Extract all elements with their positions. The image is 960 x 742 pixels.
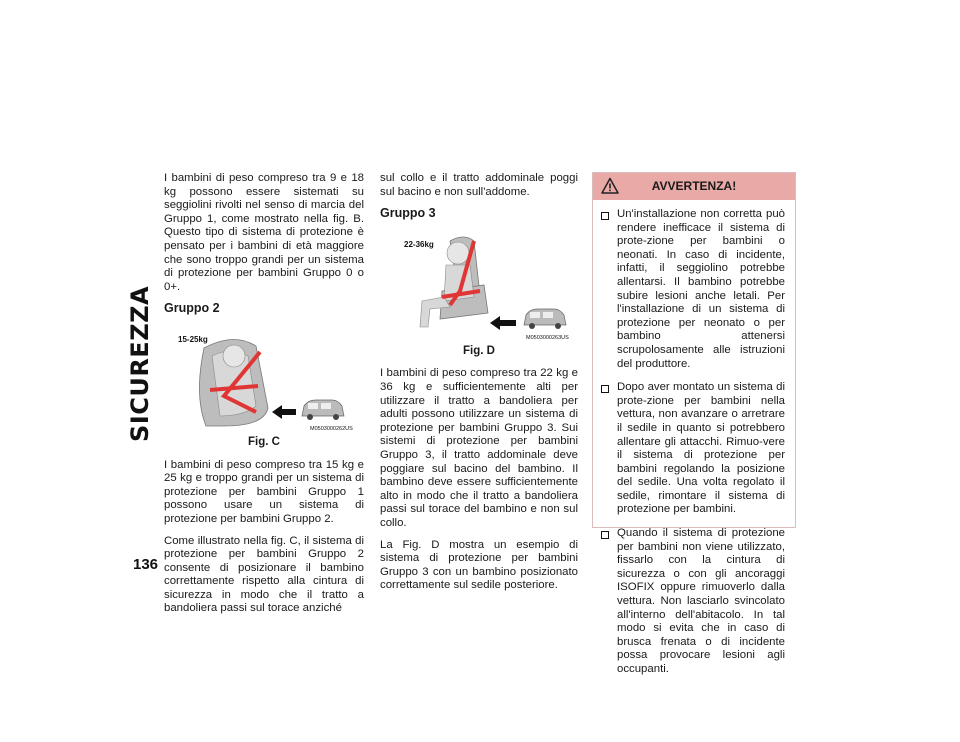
group2-heading: Gruppo 2 — [164, 301, 220, 316]
square-bullet-icon — [601, 385, 609, 393]
warning-item-text: Quando il sistema di protezione per bambini non viene utilizzato, fissarlo con la cintura di sicurezza o con gli ancoraggi ISOFIX oppure rimuoverlo dalla vettura. Non lasciarlo svincolato all'interno dell'abitacolo. In tal modo si evita che in caso di brusca frenata o di incidente possa provocare lesioni agli occupanti. — [617, 527, 785, 675]
warning-triangle-icon — [601, 177, 619, 195]
warning-item — [601, 208, 785, 371]
car-icon — [302, 400, 344, 420]
warning-list — [593, 200, 795, 677]
child-head-shape — [223, 345, 245, 367]
figure-d-code: M0503000263US — [526, 334, 569, 341]
figure-c-illustration — [164, 326, 364, 434]
intro-paragraph: I bambini di peso compreso tra 9 e 18 kg possono essere sistemati su seggiolini rivolti nel senso di marcia del Gruppo 1, come mostrato nella fig. B. Questo tipo di sistema di protezione è pensato per i bambini di età maggiore che sono troppo grandi per un sistema di protezione per bambini Gruppo 0 o 0+. — [164, 172, 364, 293]
square-bullet-icon — [601, 212, 609, 220]
group2-paragraph-2: Come illustrato nella fig. C, il sistema di protezione per bambini Gruppo 2 consente di posizionare il bambino correttamente rispetto alla cintura di sicurezza in modo che il tratto a bandoliera passi sul torace anziché — [164, 534, 364, 615]
figure-d — [380, 231, 578, 359]
text-column-1 — [164, 172, 364, 624]
warning-box — [592, 172, 796, 675]
warning-item-text: Dopo aver montato un sistema di prote-zione per bambini nella vettura, non avanzare o arretrare il sedile in quanto si potrebbero allentare gli attacchi. Rimuo-vere il sistema di protezione per bambini regolando la posizione del sedile. Una volta regolato il sedile, rimontare il sistema di protezione per bambini. — [617, 381, 785, 516]
group3-heading: Gruppo 3 — [380, 206, 436, 221]
child-head-shape — [447, 242, 469, 264]
direction-arrow — [272, 405, 296, 419]
figure-d-caption: Fig. D — [463, 344, 495, 357]
car-icon — [524, 309, 566, 329]
group2-paragraph-1: I bambini di peso compreso tra 15 kg e 25 kg e troppo grandi per un sistema di protezione per bambini Gruppo 1 possono usare un sistema di protezione per bambini Gruppo 2. — [164, 458, 364, 525]
warning-header — [593, 173, 795, 200]
group3-paragraph-2: La Fig. D mostra un esempio di sistema di protezione per bambini Gruppo 3 con un bambino posizionato correttamente sul sedile posteriore. — [380, 538, 578, 592]
square-bullet-icon — [601, 531, 609, 539]
figure-c-weight-label: 15-25kg — [178, 334, 208, 344]
text-column-2 — [380, 172, 578, 601]
warning-title: AVVERTENZA! — [651, 179, 737, 193]
section-side-title — [126, 170, 160, 550]
warning-item-text: Un'installazione non corretta può rendere inefficace il sistema di prote-zione per bambini o neonati. In caso di incidente, infatti, il seggiolino potrebbe allentarsi. Il bambino potrebbe subire lesioni anche letali. Per l'installazione di un sistema di protezione per neonato o per bambino attenersi scrupolosamente alle istruzioni del produttore. — [617, 208, 785, 370]
figure-d-illustration — [380, 231, 578, 343]
figure-d-weight-label: 22-36kg — [404, 239, 434, 249]
page-number: 136 — [133, 556, 159, 573]
figure-c-caption: Fig. C — [248, 435, 280, 448]
group3-paragraph-1: I bambini di peso compreso tra 22 kg e 36 kg e sufficientemente alti per utilizzare il tratto a bandoliera per adulti possono utilizzare un sistema di protezione per bambini Gruppo 3. Sui sistemi di protezione per bambini Gruppo 3, il tratto addominale deve poggiare sul bacino del bambino. Il bambino deve essere sufficientemente alto in modo che il tratto a bandoliera passi sul torace del bambino e non sul collo. — [380, 367, 578, 529]
section-title-text: SICUREZZA — [126, 285, 154, 442]
warning-item — [601, 527, 785, 677]
warning-item — [601, 381, 785, 517]
direction-arrow — [490, 316, 516, 330]
figure-c — [164, 326, 364, 450]
continued-paragraph: sul collo e il tratto addominale poggi sul bacino e non sull'addome. — [380, 172, 578, 198]
figure-c-code: M0503000262US — [310, 425, 353, 432]
